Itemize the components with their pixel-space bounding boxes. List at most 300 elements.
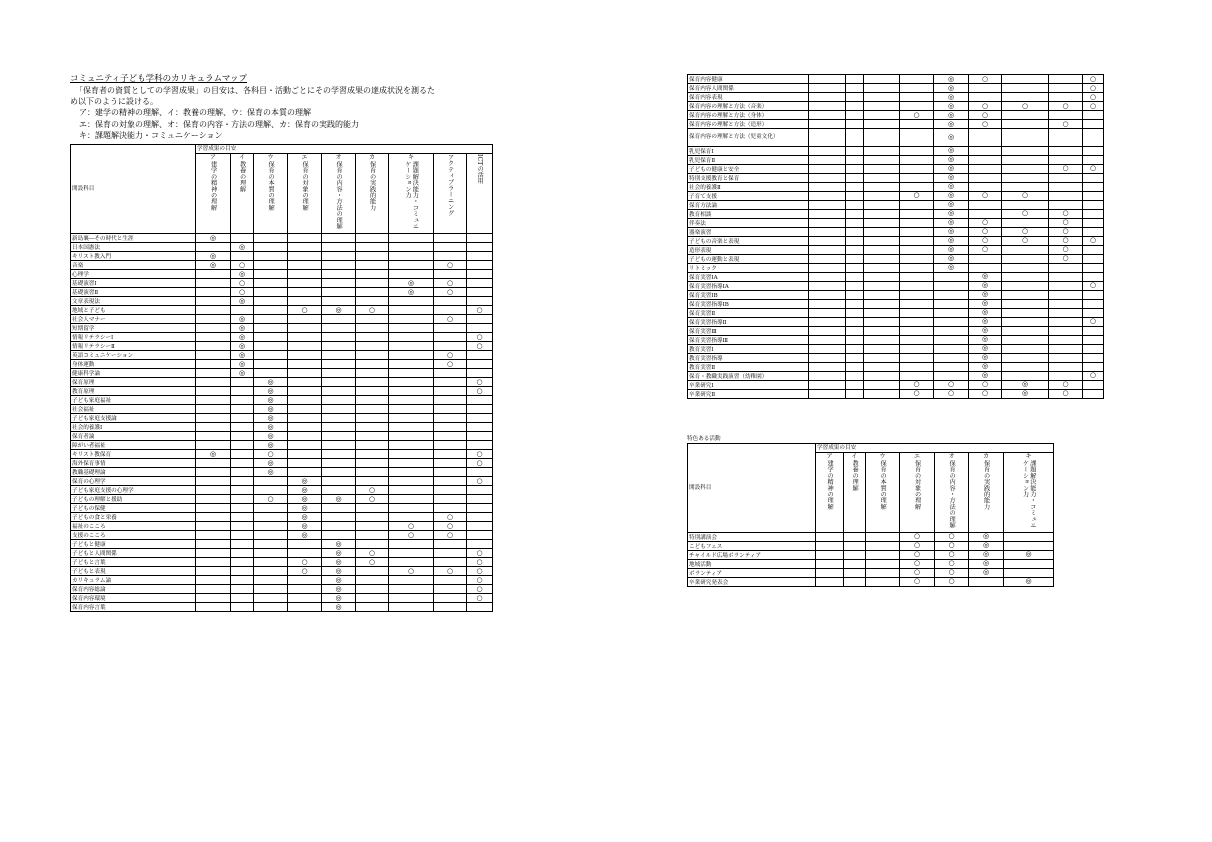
mark-cell [389,468,434,477]
mark-cell [254,585,288,594]
mark-cell [322,252,356,261]
mark-cell [864,254,900,263]
mark-primary: ◎ [934,173,969,182]
mark-cell [196,369,231,378]
mark-cell [1002,290,1049,299]
subject-name: カリキュラム論 [71,576,196,585]
subject-name: 日本国憲法 [71,243,196,252]
mark-cell [231,567,254,576]
mark-secondary: ○ [467,387,493,396]
subject-name: 保育内容総論 [71,585,196,594]
mark-cell [322,414,356,423]
mark-cell [934,344,969,353]
curriculum-table-right [687,74,1104,399]
mark-primary: ◎ [969,550,1004,559]
mark-secondary: ○ [900,559,935,568]
table-row [71,441,493,450]
mark-cell [288,441,322,450]
mark-primary: ◎ [389,288,434,297]
mark-cell [969,129,1002,147]
mark-cell [1049,155,1083,164]
mark-cell [231,432,254,441]
mark-primary: ◎ [322,567,356,576]
mark-cell [900,335,934,344]
mark-cell [434,495,467,504]
mark-secondary: ○ [935,577,969,586]
mark-cell [1002,317,1049,326]
mark-cell [434,252,467,261]
mark-cell [809,93,846,102]
mark-cell [389,432,434,441]
mark-cell [1004,532,1054,541]
mark-cell [288,603,322,612]
column-letter: キ [1025,452,1032,460]
column-header [969,452,1004,532]
mark-cell [900,164,934,173]
table-row [688,568,1054,577]
mark-primary: ◎ [231,369,254,378]
table-row [688,236,1104,245]
mark-cell [434,396,467,405]
mark-cell [1002,146,1049,155]
subject-name: 子どもの理解と援助 [71,495,196,504]
mark-cell [356,567,389,576]
mark-cell [356,288,389,297]
table-row [688,317,1104,326]
mark-cell [1002,245,1049,254]
mark-cell [196,387,231,396]
column-letter: カ [982,452,989,460]
group-header: 学習成果の目安 [196,145,493,154]
table-row [71,306,493,315]
mark-cell [356,432,389,441]
mark-cell [900,173,934,182]
mark-cell [322,297,356,306]
mark-cell [196,585,231,594]
mark-cell [934,308,969,317]
subject-name: 海外保育事情 [71,459,196,468]
mark-cell [844,550,866,559]
mark-secondary: ○ [969,218,1002,227]
mark-cell [816,559,844,568]
subject-name: 子どもの保健 [71,504,196,513]
column-header [322,154,356,234]
table-row [688,532,1054,541]
mark-cell [467,504,493,513]
mark-cell [288,432,322,441]
mark-cell [969,577,1004,586]
mark-primary: ◎ [934,191,969,200]
mark-cell [356,315,389,324]
mark-secondary: ○ [969,102,1002,111]
mark-cell [467,531,493,540]
mark-cell [254,333,288,342]
mark-cell [900,326,934,335]
table-row [71,432,493,441]
mark-cell [467,486,493,495]
table-row [71,243,493,252]
mark-cell [809,227,846,236]
table-row [688,191,1104,200]
subject-name: 乳児保育Ⅰ [688,146,809,155]
mark-primary: ◎ [934,120,969,129]
mark-cell [356,513,389,522]
mark-cell [900,299,934,308]
mark-cell [1002,93,1049,102]
mark-primary: ◎ [254,423,288,432]
mark-primary: ◎ [231,342,254,351]
mark-secondary: ○ [935,550,969,559]
mark-cell [1002,281,1049,290]
mark-cell [196,522,231,531]
mark-cell [846,245,864,254]
mark-cell [254,513,288,522]
mark-cell [846,326,864,335]
mark-cell [864,164,900,173]
mark-cell [389,306,434,315]
mark-secondary: ○ [900,111,934,120]
table-row [71,378,493,387]
mark-cell [816,532,844,541]
mark-primary: ◎ [934,182,969,191]
mark-cell [254,243,288,252]
mark-cell [434,504,467,513]
mark-cell [356,450,389,459]
table-row [688,380,1104,389]
subject-name: 保育実習ⅠB [688,290,809,299]
mark-secondary: ○ [434,279,467,288]
mark-cell [846,146,864,155]
mark-cell [1083,129,1104,147]
table-row [71,423,493,432]
mark-cell [467,270,493,279]
mark-primary: ◎ [969,568,1004,577]
mark-secondary: ○ [1049,254,1083,263]
mark-cell [322,504,356,513]
mark-cell [809,290,846,299]
mark-cell [434,234,467,243]
column-letter: エ [301,154,308,162]
mark-cell [434,306,467,315]
mark-cell [900,120,934,129]
mark-primary: ◎ [322,558,356,567]
mark-primary: ◎ [196,234,231,243]
mark-cell [866,577,900,586]
mark-cell [846,299,864,308]
table-row [71,567,493,576]
mark-cell [322,333,356,342]
mark-secondary: ○ [467,306,493,315]
mark-cell [231,306,254,315]
mark-secondary: ○ [467,549,493,558]
mark-cell [969,173,1002,182]
mark-secondary: ○ [1002,236,1049,245]
subject-name: 新島襄―その時代と生涯 [71,234,196,243]
mark-cell [900,155,934,164]
mark-cell [288,261,322,270]
subject-name: 心理学 [71,270,196,279]
mark-secondary: ○ [900,568,935,577]
mark-secondary: ○ [935,541,969,550]
mark-cell [934,335,969,344]
mark-cell [196,288,231,297]
mark-cell [356,477,389,486]
column-label: 保育の内容・方法の理解 [335,161,343,230]
table-row [71,414,493,423]
mark-primary: ◎ [322,306,356,315]
mark-secondary: ○ [1049,102,1083,111]
mark-cell [809,84,846,93]
mark-cell [816,568,844,577]
mark-cell [809,111,846,120]
mark-cell [1049,173,1083,182]
mark-cell [1049,308,1083,317]
mark-cell [864,317,900,326]
activities-title: 特色ある活動 [687,435,721,442]
subject-name: キリスト教保育 [71,450,196,459]
mark-secondary: ○ [1049,236,1083,245]
table-row [71,234,493,243]
mark-primary: ◎ [231,351,254,360]
table-row [688,550,1054,559]
mark-cell [288,342,322,351]
mark-cell [1083,200,1104,209]
mark-cell [1049,317,1083,326]
mark-cell [1049,75,1083,84]
table-row [688,577,1054,586]
mark-cell [1083,146,1104,155]
column-label: 保育の内容・方法の理解 [948,459,956,528]
mark-cell [467,324,493,333]
mark-cell [816,541,844,550]
mark-cell [846,272,864,281]
mark-cell [1002,164,1049,173]
table-row [71,387,493,396]
subject-name: こどもフェス [688,541,816,550]
mark-cell [846,164,864,173]
mark-cell [900,344,934,353]
mark-cell [864,93,900,102]
mark-cell [389,513,434,522]
subject-name: 保育実習指導Ⅱ [688,317,809,326]
mark-cell [1002,362,1049,371]
mark-cell [356,396,389,405]
mark-cell [322,324,356,333]
mark-cell [1049,111,1083,120]
mark-secondary: ○ [1083,75,1104,84]
mark-cell [846,93,864,102]
mark-cell [846,290,864,299]
mark-secondary: ○ [969,380,1002,389]
subject-name: 子どもの音楽と表現 [688,236,809,245]
mark-cell [231,468,254,477]
mark-cell [467,414,493,423]
mark-cell [231,414,254,423]
mark-cell [467,405,493,414]
mark-cell [288,360,322,369]
column-letter: ウ [879,452,886,460]
column-letter: イ [851,452,858,460]
subject-name: 支援のこころ [71,531,196,540]
mark-primary: ◎ [288,522,322,531]
subject-name: 保育者論 [71,432,196,441]
mark-cell [1002,111,1049,120]
subject-name: リトミック [688,263,809,272]
mark-cell [196,297,231,306]
mark-cell [434,414,467,423]
mark-cell [900,93,934,102]
subject-name: 子どもと健康 [71,540,196,549]
mark-secondary: ○ [434,567,467,576]
mark-secondary: ○ [1002,102,1049,111]
mark-secondary: ○ [1049,380,1083,389]
subject-name: 短期留学 [71,324,196,333]
table-row [71,342,493,351]
table-row [688,111,1104,120]
mark-cell [969,164,1002,173]
mark-cell [196,513,231,522]
mark-cell [467,243,493,252]
subject-name: 情報リテラシーⅡ [71,342,196,351]
mark-cell [809,146,846,155]
mark-cell [389,324,434,333]
mark-cell [356,603,389,612]
column-letter: ア [209,154,216,162]
mark-cell [322,432,356,441]
table-row [71,396,493,405]
mark-cell [434,558,467,567]
mark-cell [322,468,356,477]
mark-cell [196,342,231,351]
mark-cell [1004,568,1054,577]
subject-name: 社会福祉 [71,405,196,414]
subject-name: 子どもと言葉 [71,558,196,567]
mark-cell [846,353,864,362]
mark-secondary: ○ [1083,236,1104,245]
mark-cell [969,146,1002,155]
mark-cell [322,234,356,243]
mark-cell [322,270,356,279]
mark-cell [196,558,231,567]
mark-cell [231,594,254,603]
mark-cell [900,353,934,362]
mark-cell [288,405,322,414]
mark-secondary: ○ [467,576,493,585]
mark-cell [322,423,356,432]
mark-cell [389,270,434,279]
table-row [688,209,1104,218]
mark-cell [864,299,900,308]
mark-primary: ◎ [322,576,356,585]
mark-cell [1083,326,1104,335]
column-label: 教養の理解 [238,161,246,193]
mark-cell [254,558,288,567]
table-row [688,155,1104,164]
mark-primary: ◎ [934,155,969,164]
mark-cell [467,288,493,297]
mark-cell [844,568,866,577]
mark-cell [322,486,356,495]
table-row [71,351,493,360]
mark-cell [1083,209,1104,218]
mark-cell [846,389,864,398]
mark-cell [969,182,1002,191]
subject-header: 開設科目 [688,443,816,532]
mark-cell [934,317,969,326]
mark-cell [196,315,231,324]
mark-cell [467,360,493,369]
table-row [688,263,1104,272]
subject-name: 保育実習ⅠA [688,272,809,281]
mark-cell [969,93,1002,102]
mark-primary: ◎ [969,559,1004,568]
mark-cell [809,362,846,371]
table-row [71,468,493,477]
mark-secondary: ○ [389,567,434,576]
mark-secondary: ○ [900,541,935,550]
mark-cell [467,441,493,450]
mark-cell [1002,353,1049,362]
mark-primary: ◎ [254,378,288,387]
mark-cell [389,414,434,423]
mark-cell [196,423,231,432]
mark-cell [1083,290,1104,299]
mark-secondary: ○ [1049,245,1083,254]
table-row [688,200,1104,209]
mark-cell [356,423,389,432]
column-header [900,452,935,532]
mark-cell [864,84,900,93]
subject-name: 音楽 [71,261,196,270]
mark-cell [434,378,467,387]
mark-primary: ◎ [322,585,356,594]
column-label: アクティブラーニング [446,154,454,217]
mark-cell [254,567,288,576]
mark-cell [467,540,493,549]
table-row [71,513,493,522]
mark-cell [434,243,467,252]
mark-cell [434,486,467,495]
table-row [71,531,493,540]
mark-cell [288,369,322,378]
mark-cell [846,111,864,120]
mark-cell [231,450,254,459]
mark-cell [1083,111,1104,120]
table-row [71,477,493,486]
mark-secondary: ○ [969,227,1002,236]
mark-cell [434,459,467,468]
subject-name: 特別支援教育と保育 [688,173,809,182]
mark-cell [389,423,434,432]
mark-cell [1002,371,1049,380]
mark-cell [809,254,846,263]
mark-cell [809,308,846,317]
table-row [71,405,493,414]
mark-cell [467,495,493,504]
mark-cell [231,405,254,414]
mark-cell [467,315,493,324]
mark-cell [389,441,434,450]
subject-name: 保育実習Ⅱ [688,308,809,317]
mark-cell [1049,182,1083,191]
mark-cell [1002,120,1049,129]
mark-cell [196,477,231,486]
mark-primary: ◎ [231,297,254,306]
mark-primary: ◎ [254,432,288,441]
mark-primary: ◎ [934,146,969,155]
mark-cell [934,353,969,362]
mark-cell [809,75,846,84]
